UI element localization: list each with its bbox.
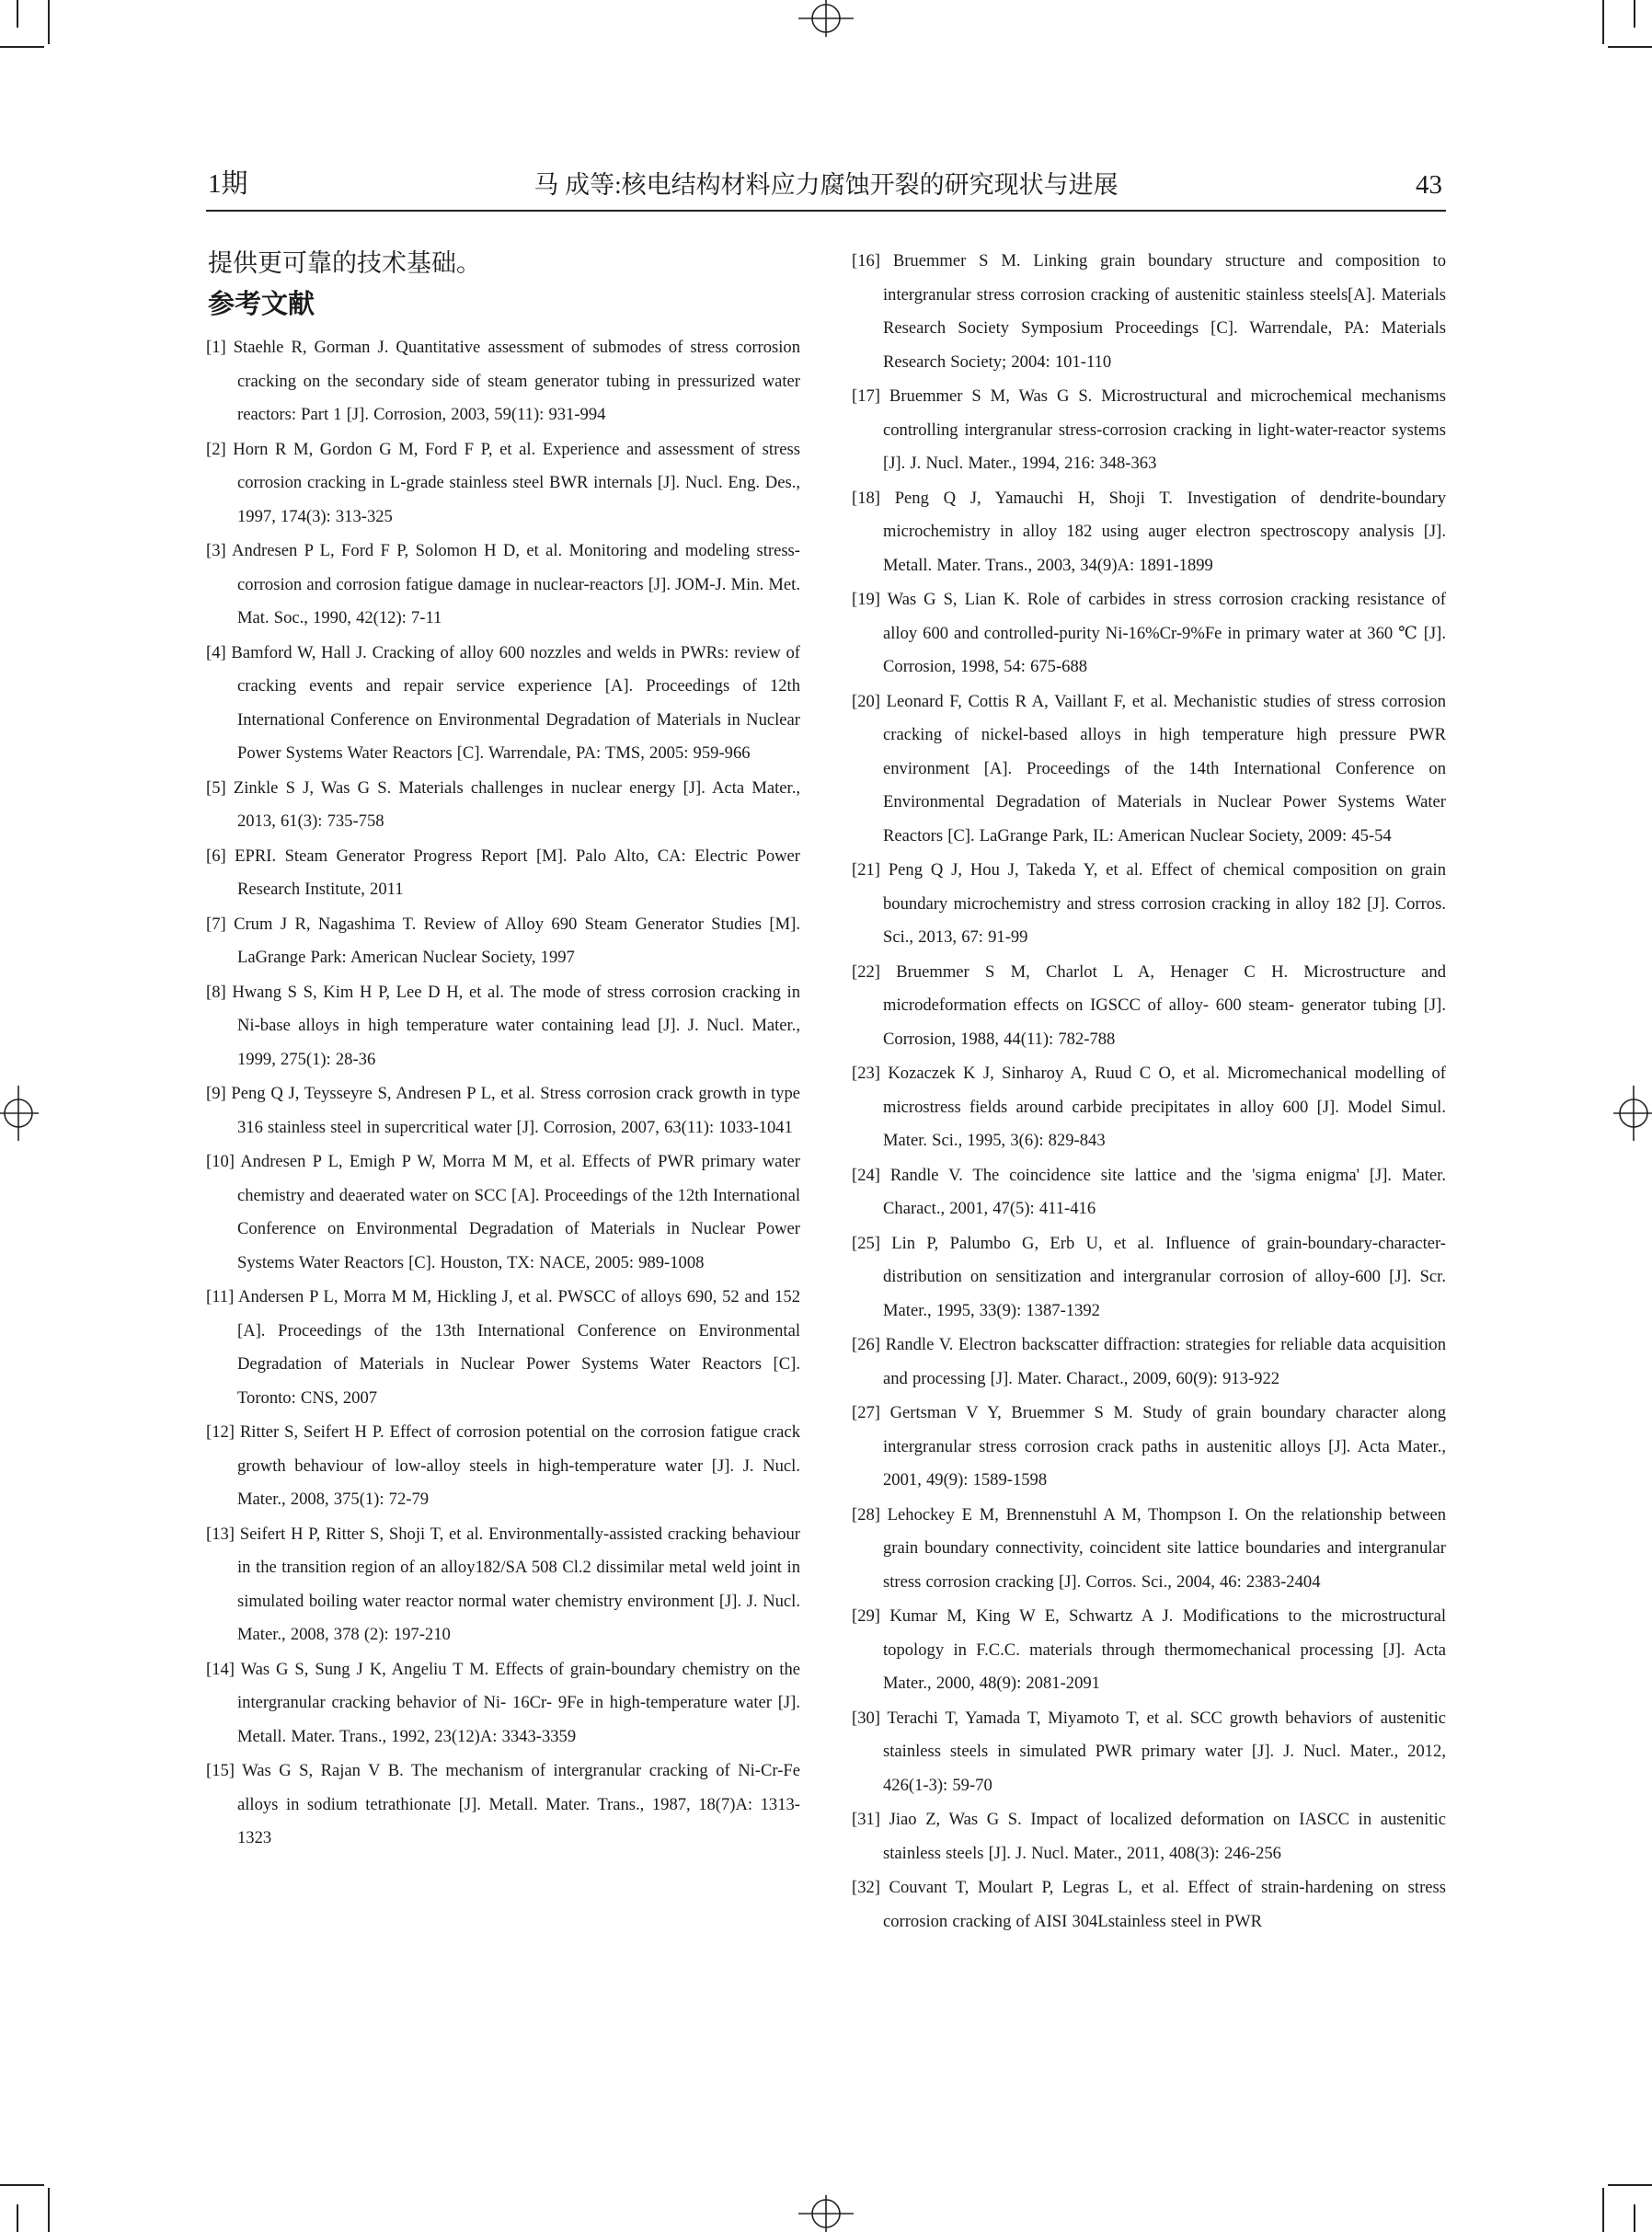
registration-mark-top [789,0,863,37]
right-column [852,245,1446,1939]
reference-item: [29] Kumar M, King W E, Schwartz A J. Modifications to the microstructural topology in F.C.C. materials through thermomechanical processing [J]. Acta Mater., 2000, 48(9): 2081-2091 [852,1606,1446,1693]
reference-item: [7] Crum J R, Nagashima T. Review of Alloy 690 Steam Generator Studies [M]. LaGrange Park: American Nuclear Society, 1997 [206,914,800,967]
registration-mark-bottom [789,2193,863,2232]
reference-item: [8] Hwang S S, Kim H P, Lee D H, et al. The mode of stress corrosion cracking in Ni-base alloys in high temperature water containing lead [J]. J. Nucl. Mater., 1999, 275(1): 28-36 [206,982,800,1069]
reference-item: [3] Andresen P L, Ford F P, Solomon H D, et al. Monitoring and modeling stress-corrosion and corrosion fatigue damage in nuclear-reactors [J]. JOM-J. Min. Met. Mat. Soc., 1990, 42(12): 7-11 [206,541,800,627]
reference-item: [28] Lehockey E M, Brennenstuhl A M, Thompson I. On the relationship between grain boundary connectivity, coincident site lattice boundaries and intergranular stress corrosion cracking [J]. Corros. Sci., 2004, 46: 2383-2404 [852,1504,1446,1592]
reference-item: [32] Couvant T, Moulart P, Legras L, et al. Effect of strain-hardening on stress corrosion cracking of AISI 304Lstainless steel in PWR [852,1878,1446,1931]
reference-item: [16] Bruemmer S M. Linking grain boundary structure and composition to intergranular stress corrosion cracking of austenitic stainless steels[A]. Materials Research Society Symposium Proceedings [C]. Warrendale, PA: Materials Research Society; 2004: 101-110 [852,251,1446,372]
running-header [206,164,1446,212]
reference-item: [15] Was G S, Rajan V B. The mechanism of intergranular cracking of Ni-Cr-Fe alloys in sodium tetrathionate [J]. Metall. Mater. Trans., 1987, 18(7)A: 1313-1323 [206,1761,800,1847]
reference-item: [25] Lin P, Palumbo G, Erb U, et al. Influence of grain-boundary-character-distribution on sensitization and intergranular corrosion of alloy-600 [J]. Scr. Mater., 1995, 33(9): 1387-1392 [852,1233,1446,1320]
references-heading: 参考文献 [208,288,315,319]
registration-mark-right [1613,1076,1652,1150]
registration-mark-left [0,1076,39,1150]
intro-text: 提供更可靠的技术基础。 [208,249,481,277]
reference-item: [26] Randle V. Electron backscatter diffraction: strategies for reliable data acquisition and processing [J]. Mater. Charact., 2009, 60(9): 913-922 [852,1335,1446,1388]
reference-item: [11] Andersen P L, Morra M M, Hickling J, et al. PWSCC of alloys 690, 52 and 152 [A]. Proceedings of the 13th International Conference on Environmental Degradation of Materials in Nuclear Power Systems Water Reactors [C]. Toronto: CNS, 2007 [206,1287,800,1408]
reference-item: [6] EPRI. Steam Generator Progress Report [M]. Palo Alto, CA: Electric Power Research Institute, 2011 [206,846,800,899]
reference-item: [24] Randle V. The coincidence site lattice and the 'sigma enigma' [J]. Mater. Charact., 2001, 47(5): 411-416 [852,1165,1446,1218]
reference-item: [27] Gertsman V Y, Bruemmer S M. Study of grain boundary character along intergranular stress corrosion crack paths in austenitic alloys [J]. Acta Mater., 2001, 49(9): 1589-1598 [852,1403,1446,1490]
reference-item: [12] Ritter S, Seifert H P. Effect of corrosion potential on the corrosion fatigue crack growth behaviour of low-alloy steels in high-temperature water [J]. J. Nucl. Mater., 2008, 375(1): 72-79 [206,1422,800,1509]
reference-item: [4] Bamford W, Hall J. Cracking of alloy 600 nozzles and welds in PWRs: review of cracking events and repair service experience [A]. Proceedings of 12th International Conference on Environmental Degradation of Materials in Nuclear Power Systems Water Reactors [C]. Warrendale, PA: TMS, 2005: 959-966 [206,642,800,763]
reference-item: [22] Bruemmer S M, Charlot L A, Henager C H. Microstructure and microdeformation effects on IGSCC of alloy- 600 steam- generator tubing [J]. Corrosion, 1988, 44(11): 782-788 [852,961,1446,1049]
reference-item: [19] Was G S, Lian K. Role of carbides in stress corrosion cracking resistance of alloy 600 and controlled-purity Ni-16%Cr-9%Fe in primary water at 360 ℃ [J]. Corrosion, 1998, 54: 675-688 [852,590,1446,676]
reference-item: [5] Zinkle S J, Was G S. Materials challenges in nuclear energy [J]. Acta Mater., 2013, 61(3): 735-758 [206,777,800,831]
running-title: 马 成等:核电结构材料应力腐蚀开裂的研究现状与进展 [533,171,1119,199]
reference-item: [20] Leonard F, Cottis R A, Vaillant F, et al. Mechanistic studies of stress corrosion cracking of nickel-based alloys in high temperature high pressure PWR environment [A]. Proceedings of the 14th International Conference on Environmental Degradation of Materials in Nuclear Power Systems Water Reactors [C]. LaGrange Park, IL: American Nuclear Society, 2009: 45-54 [852,691,1446,846]
reference-list-right [852,245,1446,1939]
reference-item: [18] Peng Q J, Yamauchi H, Shoji T. Investigation of dendrite-boundary microchemistry in alloy 182 using auger electron spectroscopy analysis [J]. Metall. Mater. Trans., 2003, 34(9)A: 1891-1899 [852,488,1446,575]
reference-item: [9] Peng Q J, Teysseyre S, Andresen P L, et al. Stress corrosion crack growth in type 316 stainless steel in supercritical water [J]. Corrosion, 2007, 63(11): 1033-1041 [206,1084,800,1137]
reference-item: [21] Peng Q J, Hou J, Takeda Y, et al. Effect of chemical composition on grain boundary microchemistry and stress corrosion cracking in alloy 182 [J]. Corros. Sci., 2013, 67: 91-99 [852,860,1446,947]
reference-item: [17] Bruemmer S M, Was G S. Microstructural and microchemical mechanisms controlling intergranular stress-corrosion cracking in light-water-reactor systems [J]. J. Nucl. Mater., 1994, 216: 348-363 [852,386,1446,473]
reference-list-left [206,331,800,1856]
page-number: 43 [1416,170,1442,200]
reference-item: [10] Andresen P L, Emigh P W, Morra M M, et al. Effects of PWR primary water chemistry and deaerated water on SCC [A]. Proceedings of the 12th International Conference on Environmental Degradation of Materials in Nuclear Power Systems Water Reactors [C]. Houston, TX: NACE, 2005: 989-1008 [206,1152,800,1272]
reference-item: [14] Was G S, Sung J K, Angeliu T M. Effects of grain-boundary chemistry on the intergranular cracking behavior of Ni- 16Cr- 9Fe in high-temperature water [J]. Metall. Mater. Trans., 1992, 23(12)A: 3343-3359 [206,1659,800,1746]
reference-item: [13] Seifert H P, Ritter S, Shoji T, et al. Environmentally-assisted cracking behaviour in the transition region of an alloy182/SA 508 Cl.2 dissimilar metal weld joint in simulated boiling water reactor normal water chemistry environment [J]. J. Nucl. Mater., 2008, 378 (2): 197-210 [206,1524,800,1644]
reference-item: [31] Jiao Z, Was G S. Impact of localized deformation on IASCC in austenitic stainless steels [J]. J. Nucl. Mater., 2011, 408(3): 246-256 [852,1810,1446,1863]
left-column [206,245,800,1857]
reference-item: [23] Kozaczek K J, Sinharoy A, Ruud C O, et al. Micromechanical modelling of microstress fields around carbide precipitates in alloy 600 [J]. Model Simul. Mater. Sci., 1995, 3(6): 829-843 [852,1064,1446,1150]
issue-label: 1期 [208,169,248,199]
reference-item: [2] Horn R M, Gordon G M, Ford F P, et al. Experience and assessment of stress corrosion cracking in L-grade stainless steel BWR internals [J]. Nucl. Eng. Des., 1997, 174(3): 313-325 [206,439,800,526]
reference-item: [1] Staehle R, Gorman J. Quantitative assessment of submodes of stress corrosion cracking on the secondary side of steam generator tubing in pressurized water reactors: Part 1 [J]. Corrosion, 2003, 59(11): 931-994 [206,338,800,424]
reference-item: [30] Terachi T, Yamada T, Miyamoto T, et al. SCC growth behaviors of austenitic stainless steels in simulated PWR primary water [J]. J. Nucl. Mater., 2012, 426(1-3): 59-70 [852,1708,1446,1795]
